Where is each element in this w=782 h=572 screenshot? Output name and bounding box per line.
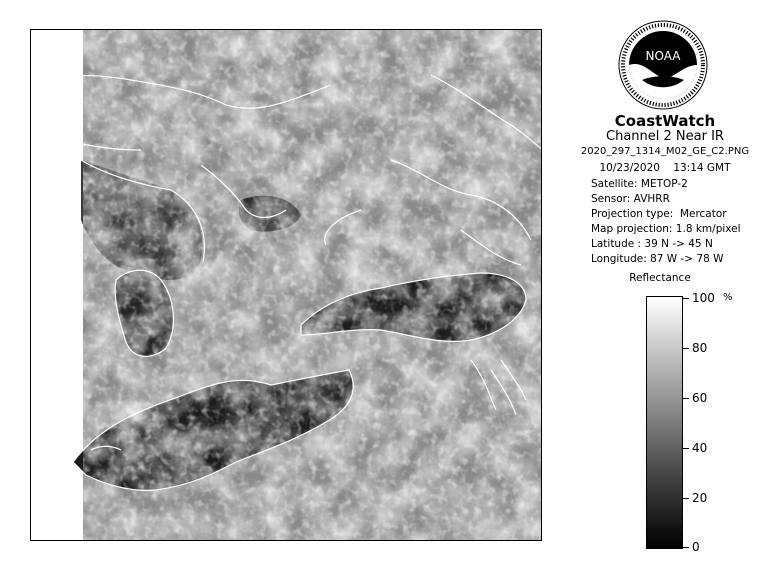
colorbar-label-40: 40 [692, 441, 708, 455]
reflectance-colorbar [646, 296, 683, 549]
acquisition-datetime: 10/23/2020 13:14 GMT [599, 162, 731, 174]
longitude-range-label: Longitude: 87 W -> 78 W [591, 253, 724, 265]
colorbar-tick [683, 547, 689, 548]
noaa-logo-text: NOAA [645, 49, 681, 63]
file-name: 2020_297_1314_M02_GE_C2.PNG [580, 146, 750, 157]
noaa-logo [618, 20, 708, 110]
sensor-label: Sensor: AVHRR [591, 193, 670, 205]
colorbar-label-100: 100 [692, 291, 715, 305]
noaa-emblem-icon [618, 20, 708, 110]
projection-type-label: Projection type: Mercator [591, 208, 727, 220]
satellite-map [30, 29, 542, 541]
colorbar-label-20: 20 [692, 491, 708, 505]
latitude-range-label: Latitude : 39 N -> 45 N [591, 238, 713, 250]
colorbar-label-60: 60 [692, 391, 708, 405]
channel-label: Channel 2 Near IR [606, 129, 724, 144]
brand-title: CoastWatch [614, 112, 716, 130]
colorbar-unit: % [723, 292, 733, 303]
colorbar-label-80: 80 [692, 341, 708, 355]
colorbar-tick [683, 348, 689, 349]
map-projection-label: Map projection: 1.8 km/pixel [591, 223, 741, 235]
colorbar-label-0: 0 [692, 540, 700, 554]
colorbar-tick [683, 398, 689, 399]
colorbar-title: Reflectance [629, 272, 691, 284]
colorbar-tick [683, 298, 689, 299]
satellite-label: Satellite: METOP-2 [591, 178, 688, 190]
colorbar-tick [683, 448, 689, 449]
colorbar-tick [683, 498, 689, 499]
satellite-image [31, 30, 542, 541]
